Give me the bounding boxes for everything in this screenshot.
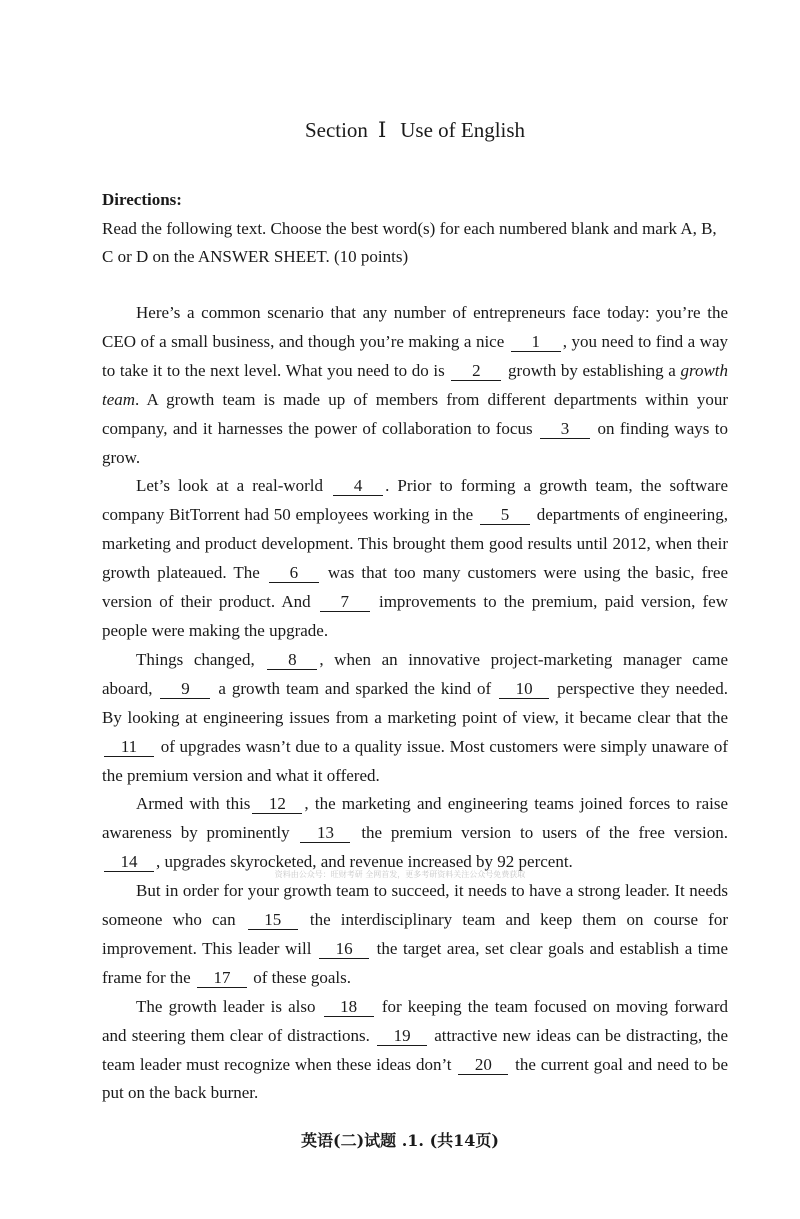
- passage-text: Armed with this: [136, 794, 251, 814]
- section-prefix: Section: [304, 118, 368, 142]
- passage-text: . A growth team is made up of members from different departments within your company, and it harnesses the power of collaboration to focus: [102, 389, 728, 438]
- blank-6: 6: [269, 564, 319, 583]
- blank-20: 20: [458, 1056, 508, 1075]
- passage-text: the premium version to users of the free version.: [361, 823, 728, 843]
- passage-text: the current goal and need to be put on the back burner.: [102, 1054, 729, 1103]
- passage-text: improvements to the premium, paid version, few people were making the upgrade.: [102, 592, 728, 640]
- passage-text: the interdisciplinary team and keep them on course for improvement. This leader will: [102, 910, 728, 958]
- term-growth-team: growth team: [102, 360, 729, 409]
- blank-10: 10: [499, 680, 549, 699]
- paragraph-4: [102, 790, 728, 877]
- paragraph-6: [102, 993, 728, 1109]
- passage-text: , you need to find a way to take it to the next level. What you need to do is: [102, 331, 729, 380]
- passage-text: of upgrades wasn’t due to a quality issue. Most customers were simply unaware of the premium version and what it offered.: [102, 736, 728, 785]
- passage-text: , upgrades skyrocketed, and revenue increased by 92 percent.: [156, 852, 573, 872]
- blank-15: 15: [248, 911, 298, 930]
- passage-text: perspective they needed. By looking at engineering issues from a marketing point of view, it became clear that the: [102, 678, 729, 727]
- passage-text: attractive new ideas can be distracting, the team leader must recognize when these ideas don’t: [102, 1025, 729, 1074]
- blank-13: 13: [300, 824, 350, 843]
- directions: [102, 186, 728, 272]
- passage-text: on finding ways to grow.: [102, 418, 729, 467]
- passage-text: of these goals.: [253, 967, 351, 987]
- passage-text: a growth team and sparked the kind of: [218, 678, 492, 698]
- passage-text: , when an innovative project-marketing manager came aboard,: [102, 649, 728, 698]
- blank-17: 17: [197, 969, 247, 988]
- paragraph-2: [102, 472, 728, 645]
- passage-text: . Prior to forming a growth team, the software company BitTorrent had 50 employees working in the: [102, 476, 729, 525]
- blank-9: 9: [160, 680, 210, 699]
- blank-19: 19: [377, 1027, 427, 1046]
- blank-14: 14: [104, 853, 154, 872]
- passage-text: departments of engineering, marketing and product development. This brought them good results until 2012, when their growth plateaued. The: [102, 505, 729, 583]
- paragraph-5: [102, 877, 728, 993]
- passage-text: Here’s a common scenario that any number of entrepreneurs face today: you’re the CEO of a small business, and though you’re making a nice: [102, 303, 728, 351]
- blank-3: 3: [540, 420, 590, 439]
- watermark-text: 资料由公众号：旺财考研 全网首发，更多考研资料关注公众号免费获取: [274, 870, 526, 879]
- blank-12: 12: [252, 795, 302, 814]
- page-footer: 英语(二)试题 .1. (共14页): [301, 1131, 499, 1150]
- passage-text: Let’s look at a real-world: [136, 476, 324, 496]
- directions-label: Directions:: [102, 190, 182, 209]
- passage-text: the target area, set clear goals and establish a time frame for the: [102, 938, 729, 987]
- directions-text: Read the following text. Choose the best word(s) for each numbered blank and mark A, B, C or D on the ANSWER SHEET. (10 points): [102, 218, 717, 266]
- blank-7: 7: [320, 593, 370, 612]
- passage-text: for keeping the team focused on moving forward and steering them clear of distractions.: [102, 996, 729, 1045]
- paragraph-3: [102, 646, 728, 791]
- blank-5: 5: [480, 506, 530, 525]
- section-numeral: Ⅰ: [377, 118, 387, 142]
- section-name: Use of English: [400, 118, 526, 142]
- passage-text: was that too many customers were using the basic, free version of their product. And: [102, 563, 728, 612]
- blank-18: 18: [324, 998, 374, 1017]
- blank-1: 1: [511, 333, 561, 352]
- blank-2: 2: [451, 362, 501, 381]
- passage: [102, 299, 728, 1108]
- passage-text: The growth leader is also: [136, 996, 316, 1016]
- blank-4: 4: [333, 477, 383, 496]
- blank-16: 16: [319, 940, 369, 959]
- passage-text: growth by establishing a: [508, 360, 676, 380]
- blank-8: 8: [267, 651, 317, 670]
- passage-text: But in order for your growth team to succeed, it needs to have a strong leader. It needs someone who can: [102, 881, 728, 930]
- paragraph-1: [102, 299, 728, 472]
- passage-text: Things changed,: [136, 649, 255, 669]
- section-title: [0, 118, 800, 143]
- blank-11: 11: [104, 738, 154, 757]
- passage-text: , the marketing and engineering teams joined forces to raise awareness by prominently: [102, 794, 729, 843]
